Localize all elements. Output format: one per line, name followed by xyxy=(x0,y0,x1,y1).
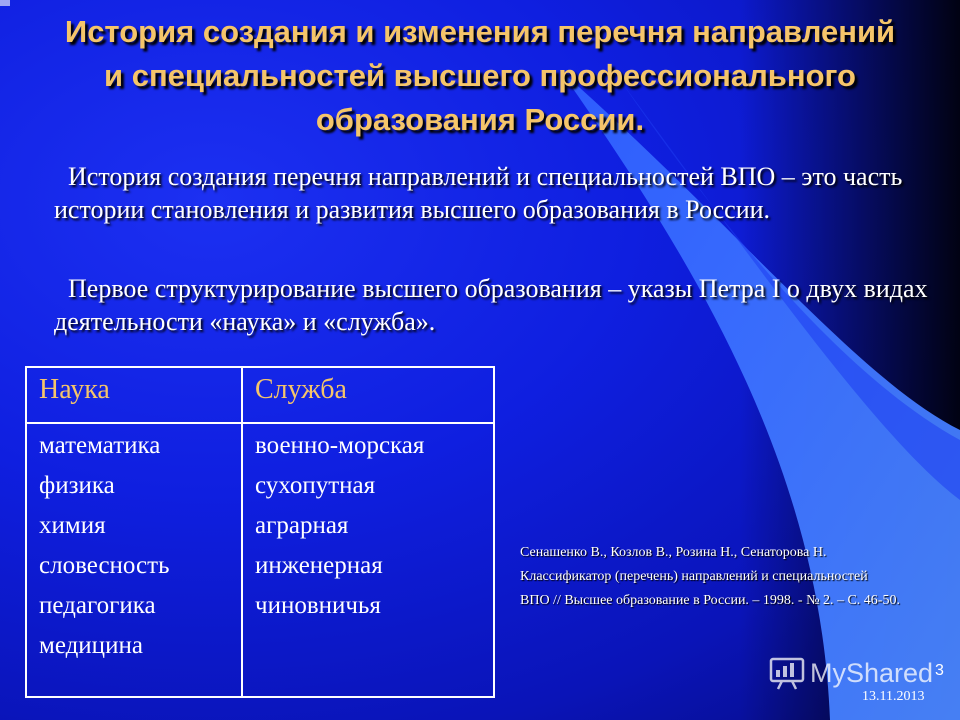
list-item: чиновничья xyxy=(255,592,381,619)
service-list xyxy=(255,426,424,626)
list-item: военно-морская xyxy=(255,432,425,459)
watermark-text: MyShared xyxy=(810,658,934,688)
watermark-logo xyxy=(768,656,948,692)
slide-number: 3 xyxy=(935,662,944,679)
peter-decrees-paragraph: Первое структурирование высшего образования – указы Петра I о двух видах деятельности «наука» и «служба». xyxy=(54,274,928,336)
table-column-divider xyxy=(241,368,243,696)
corner-mark xyxy=(0,0,10,6)
slide-date: 13.11.2013 xyxy=(862,689,925,704)
presentation-board-icon xyxy=(768,656,806,690)
science-service-table xyxy=(25,366,495,698)
table-header-science: Наука xyxy=(39,374,110,405)
list-item: педагогика xyxy=(39,592,156,619)
list-item: словесность xyxy=(39,552,170,579)
list-item: сухопутная xyxy=(255,472,376,499)
slide-title: История создания и изменения перечня направлений и специальностей высшего профессионального образования России. xyxy=(64,14,896,137)
table-header-service: Служба xyxy=(255,374,347,405)
list-item: аграрная xyxy=(255,512,349,539)
science-list xyxy=(39,426,169,666)
list-item: физика xyxy=(39,472,115,499)
intro-paragraph: История создания перечня направлений и специальностей ВПО – это часть истории становления и развития высшего образования в России. xyxy=(54,162,903,224)
list-item: химия xyxy=(39,512,106,539)
list-item: математика xyxy=(39,432,161,459)
list-item: медицина xyxy=(39,632,143,659)
list-item: инженерная xyxy=(255,552,383,579)
bibliographic-reference: Сенашенко В., Козлов В., Розина Н., Сенаторова Н. Классификатор (перечень) направлений и специальностей ВПО // Высшее образование в России. – 1998. - № 2. – С. 46-50. xyxy=(520,545,900,608)
table-header-divider xyxy=(27,422,493,424)
